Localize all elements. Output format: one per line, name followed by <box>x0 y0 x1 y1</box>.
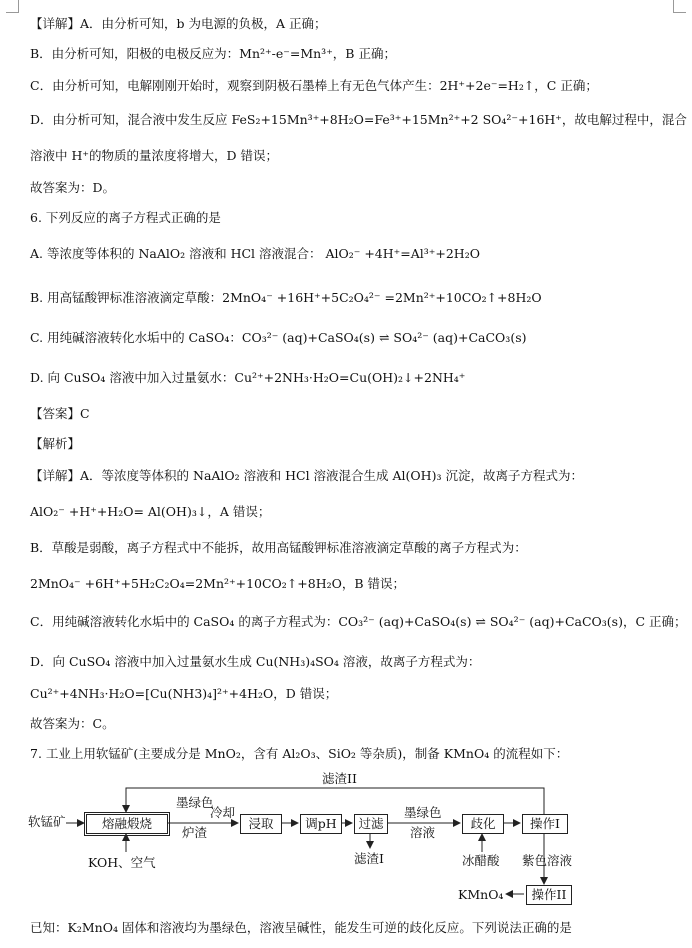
question-stem: 7. 工业上用软锰矿(主要成分是 MnO₂，含有 Al₂O₃、SiO₂ 等杂质)，制备 KMnO₄ 的流程如下： <box>30 746 569 761</box>
box-disproportionation: 歧化 <box>462 814 504 834</box>
text-line: C．用纯碱溶液转化水垢中的 CaSO₄ 的离子方程式为：CO₃²⁻ (aq)+CaSO₄(s) ⇌ SO₄²⁻ (aq)+CaCO₃(s)，C 正确； <box>30 614 687 629</box>
text-line: 故答案为：C。 <box>30 716 115 731</box>
box-operation-2: 操作II <box>526 885 572 905</box>
text-line: 溶液中 H⁺的物质的量浓度将增大，D 错误； <box>30 148 278 163</box>
label-residue-1: 滤渣I <box>354 851 384 866</box>
label-solution: 溶液 <box>410 825 436 840</box>
text-line: 【详解】A．等浓度等体积的 NaAlO₂ 溶液和 HCl 溶液混合生成 Al(OH)₃ 沉淀，故离子方程式为： <box>30 468 583 483</box>
label-acetic-acid: 冰醋酸 <box>462 853 500 868</box>
text-line: Cu²⁺+4NH₃·H₂O=[Cu(NH3)₄]²⁺+4H₂O，D 错误； <box>30 686 338 701</box>
box-calcine: 熔融煅烧 <box>86 814 168 834</box>
box-operation-1: 操作I <box>522 814 568 834</box>
box-filter: 过滤 <box>354 814 388 834</box>
text-line: D．向 CuSO₄ 溶液中加入过量氨水生成 Cu(NH₃)₄SO₄ 溶液，故离子方程式为： <box>30 654 481 669</box>
label-solution: 墨绿色 <box>404 805 442 820</box>
label-koh-air: KOH、空气 <box>88 855 156 870</box>
text-line: 2MnO₄⁻ +6H⁺+5H₂C₂O₄=2Mn²⁺+10CO₂↑+8H₂O，B 错误； <box>30 576 406 591</box>
label-slag: 墨绿色 <box>176 795 214 810</box>
option-b: B. 用高锰酸钾标准溶液滴定草酸：2MnO₄⁻ +16H⁺+5C₂O₄²⁻ =2Mn²⁺+10CO₂↑+8H₂O <box>30 290 542 305</box>
text-line: C．由分析可知，电解刚刚开始时，观察到阴极石墨棒上有无色气体产生：2H⁺+2e⁻=H₂↑，C 正确； <box>30 78 598 93</box>
box-adjust-ph: 调pH <box>300 814 342 834</box>
text-line: 【详解】A．由分析可知，b 为电源的负极，A 正确； <box>30 16 327 31</box>
text-line: B．由分析可知，阳极的电极反应为：Mn²⁺-e⁻=Mn³⁺，B 正确； <box>30 46 396 61</box>
process-flowchart <box>26 768 586 916</box>
label-product: KMnO₄ <box>458 887 504 902</box>
label-slag: 炉渣 <box>182 825 208 840</box>
text-line: 已知：K₂MnO₄ 固体和溶液均为墨绿色，溶液呈碱性，能发生可逆的歧化反应。下列说法正确的是 <box>30 920 572 935</box>
option-d: D. 向 CuSO₄ 溶液中加入过量氨水：Cu²⁺+2NH₃·H₂O=Cu(OH)₂↓+2NH₄⁺ <box>30 370 466 385</box>
question-stem: 6. 下列反应的离子方程式正确的是 <box>30 210 221 225</box>
label-feed: 软锰矿 <box>28 814 66 829</box>
option-c: C. 用纯碱溶液转化水垢中的 CaSO₄：CO₃²⁻ (aq)+CaSO₄(s) ⇌ SO₄²⁻ (aq)+CaCO₃(s) <box>30 330 527 345</box>
label-cool: 冷却 <box>210 805 236 820</box>
option-a: A. 等浓度等体积的 NaAlO₂ 溶液和 HCl 溶液混合： AlO₂⁻ +4H⁺=Al³⁺+2H₂O <box>30 246 480 261</box>
crop-mark-right <box>673 0 686 13</box>
text-line: D．由分析可知，混合液中发生反应 FeS₂+15Mn³⁺+8H₂O=Fe³⁺+15Mn²⁺+2 SO₄²⁻+16H⁺，故电解过程中，混合 <box>30 112 687 127</box>
label-purple-solution: 紫色溶液 <box>522 853 573 868</box>
analysis-label: 【解析】 <box>30 436 81 451</box>
text-line: B．草酸是弱酸，离子方程式中不能拆，故用高锰酸钾标准溶液滴定草酸的离子方程式为： <box>30 540 527 555</box>
text-line: AlO₂⁻ +H⁺+H₂O= Al(OH)₃↓，A 错误； <box>30 504 271 519</box>
crop-mark-left <box>6 0 19 13</box>
answer-label: 【答案】C <box>30 406 90 421</box>
text-line: 故答案为：D。 <box>30 180 116 195</box>
box-leach: 浸取 <box>240 814 282 834</box>
label-residue-2: 滤渣II <box>322 771 357 786</box>
